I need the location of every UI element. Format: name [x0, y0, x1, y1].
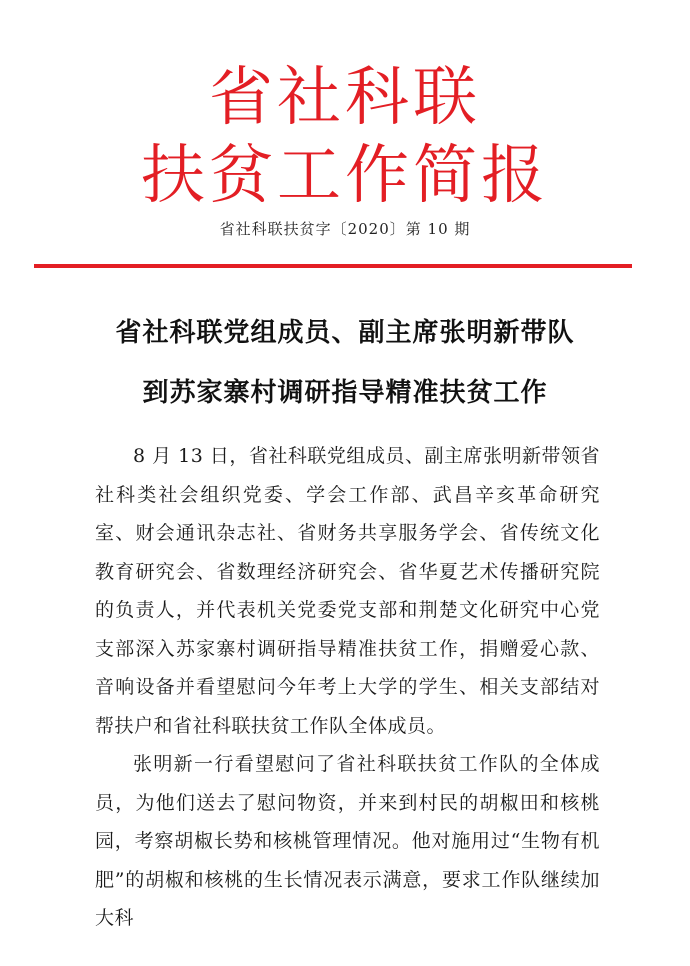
article-headline-line2: 到苏家寨村调研指导精准扶贫工作: [142, 378, 548, 408]
masthead-title-line1: 省社科联: [209, 61, 481, 135]
masthead-title-line2: 扶贫工作简报: [141, 139, 549, 213]
article-paragraph-1: 8 月 13 日，省社科联党组成员、副主席张明新带领省社科类社会组织党委、学会工作部、武昌辛亥革命研究室、财会通讯杂志社、省财务共享服务学会、省传统文化教育研究会、省数理经济研究会、省华夏艺术传播研究院的负责人，并代表机关党委党支部和荆楚文化研究中心党支部深入苏家寨村调研指导精准扶贫工作，捐赠爱心款、音响设备并看望慰问今年考上大学的学生、相关支部结对帮扶户和省社科联扶贫工作队全体成员。: [95, 445, 600, 737]
issue-number: 省社科联扶贫字〔2020〕第 10 期: [219, 220, 471, 238]
article-headline-line1: 省社科联党组成员、副主席张明新带队: [115, 318, 575, 348]
red-divider-rule: [34, 264, 632, 268]
article-paragraph-2: 张明新一行看望慰问了省社科联扶贫工作队的全体成员，为他们送去了慰问物资，并来到村民的胡椒田和核桃园，考察胡椒长势和核桃管理情况。他对施用过“生物有机肥”的胡椒和核桃的生长情况表示满意，要求工作队继续加大科: [95, 753, 600, 929]
